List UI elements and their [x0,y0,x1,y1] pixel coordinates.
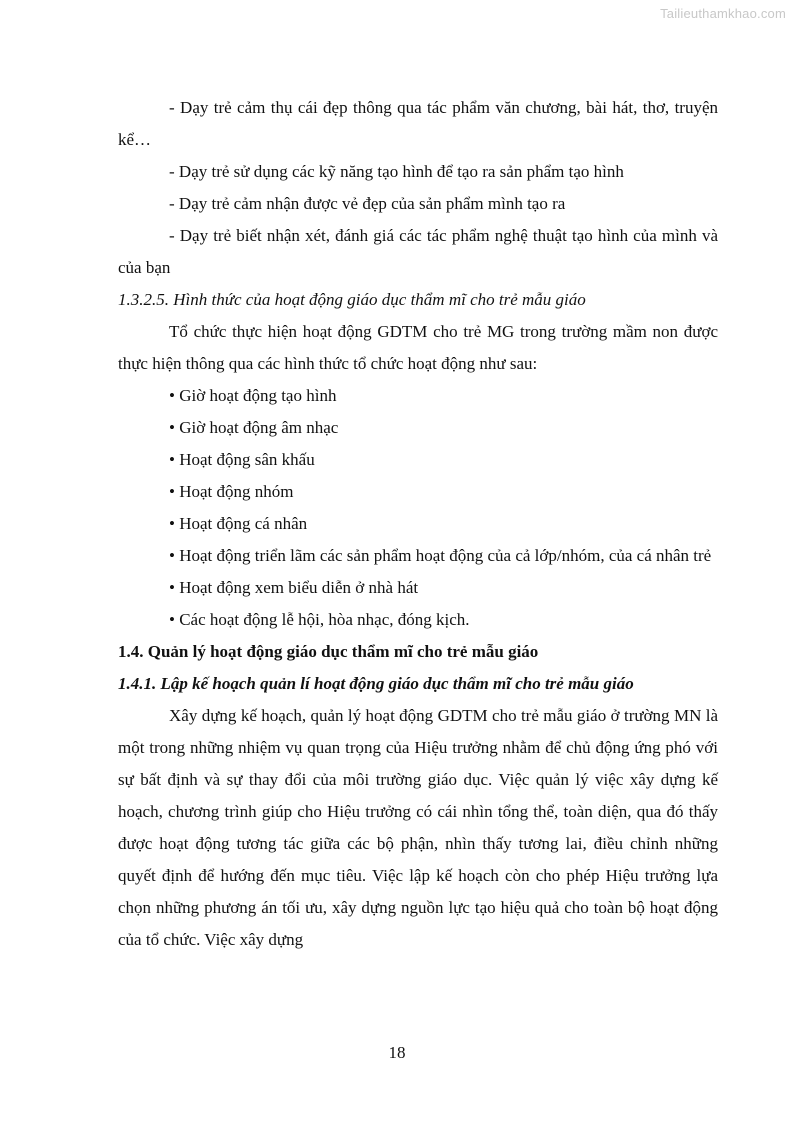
list-item: • Hoạt động cá nhân [169,514,308,533]
list-item: • Giờ hoạt động tạo hình [169,386,337,405]
document-body [118,92,718,956]
page-number: 18 [388,1043,406,1062]
paragraph: - Dạy trẻ cảm nhận được vẻ đẹp của sản phẩm mình tạo ra [169,194,566,213]
list-item: • Các hoạt động lễ hội, hòa nhạc, đóng kịch. [169,610,470,629]
paragraph: Xây dựng kế hoạch, quản lý hoạt động GDTM cho trẻ mẫu giáo ở trường MN là một trong những nhiệm vụ quan trọng của Hiệu trưởng nhằm để chủ động ứng phó với sự bất định và sự thay đổi của môi trường giáo dục. Việc quản lý việc xây dựng kế hoạch, chương trình giúp cho Hiệu trưởng có cái nhìn tổng thể, toàn diện, qua đó thấy được hoạt động tương tác giữa các bộ phận, nhìn thấy tương lai, điều chỉnh những quyết định để hướng đến mục tiêu. Việc lập kế hoạch còn cho phép Hiệu trưởng lựa chọn những phương án tối ưu, xây dựng nguồn lực tạo hiệu quả cho toàn bộ hoạt động của tổ chức. Việc xây dựng [118,706,718,949]
watermark: Tailieuthamkhao.com [660,6,786,21]
list-item: • Hoạt động nhóm [169,482,294,501]
list-item: • Hoạt động sân khấu [169,450,315,469]
list-item: • Hoạt động xem biểu diễn ở nhà hát [169,578,419,597]
subsection-heading: 1.4.1. Lập kế hoạch quản lí hoạt động giáo dục thẩm mĩ cho trẻ mẫu giáo [118,674,634,693]
list-item: • Hoạt động triển lãm các sản phẩm hoạt động của cả lớp/nhóm, của cá nhân trẻ [169,546,712,565]
paragraph: Tổ chức thực hiện hoạt động GDTM cho trẻ MG trong trường mầm non được thực hiện thông qua các hình thức tổ chức hoạt động như sau: [118,322,718,373]
paragraph: - Dạy trẻ biết nhận xét, đánh giá các tác phẩm nghệ thuật tạo hình của mình và của bạn [118,226,718,277]
paragraph: - Dạy trẻ sử dụng các kỹ năng tạo hình để tạo ra sản phẩm tạo hình [169,162,624,181]
chapter-heading: 1.4. Quản lý hoạt động giáo dục thẩm mĩ cho trẻ mẫu giáo [118,642,539,661]
section-heading: 1.3.2.5. Hình thức của hoạt động giáo dục thẩm mĩ cho trẻ mẫu giáo [118,290,586,309]
paragraph: - Dạy trẻ cảm thụ cái đẹp thông qua tác phẩm văn chương, bài hát, thơ, truyện kể… [118,98,718,149]
list-item: • Giờ hoạt động âm nhạc [169,418,339,437]
